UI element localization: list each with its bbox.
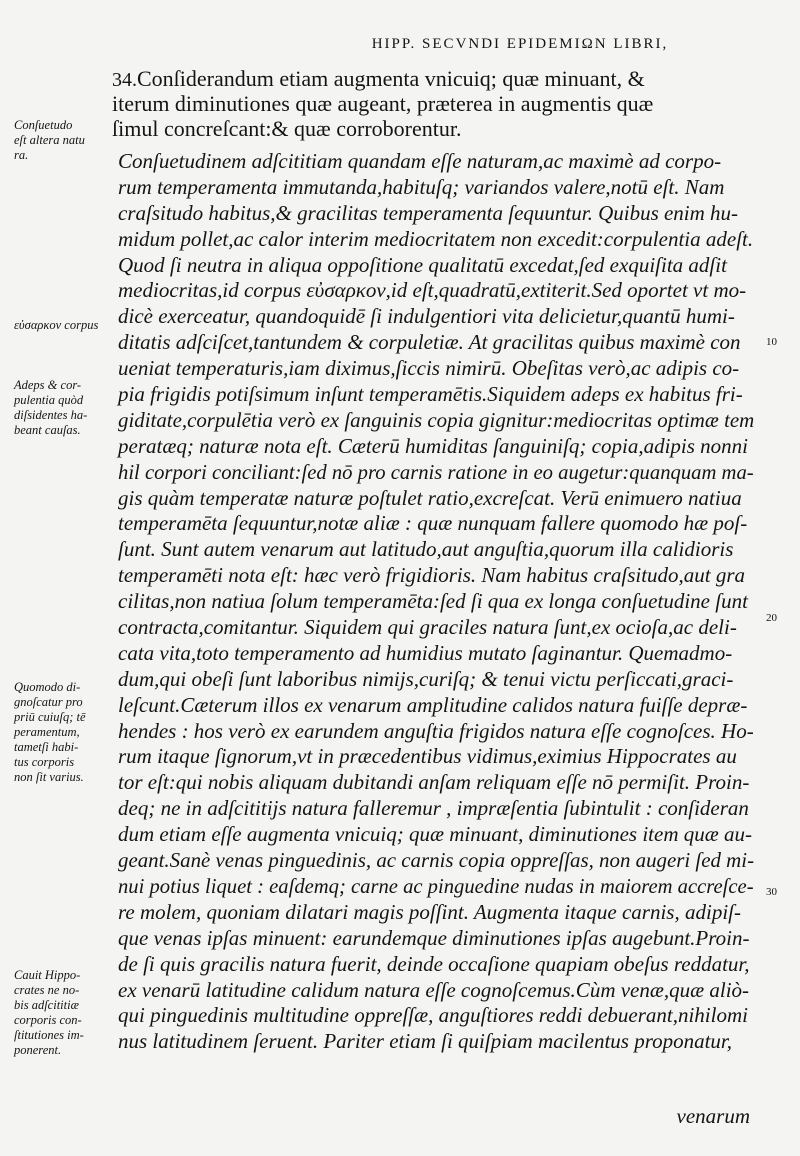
- commentary-line: hil corpori conciliant:ſed nō pro carnis ratione in eo augetur:quanquam ma-: [118, 459, 754, 484]
- commentary-line: ex venarū latitudine calidum natura eſſe cognoſcemus.Cùm venæ,quæ aliò-: [118, 977, 750, 1002]
- commentary-line: ueniat temperaturis,iam diximus,ſiccis nimirū. Obeſitas verò,ac adipis co-: [118, 356, 740, 381]
- commentary-line: peratæq; naturæ nota eſt. Cæterū humiditas ſanguiniſq; copia,adipis nonni: [118, 433, 749, 458]
- verse-line: 34.Conſiderandum etiam augmenta vnicuiq; quæ minuant, &: [112, 66, 645, 91]
- commentary-line: gis quàm temperatæ naturæ poſtulet ratio,excreſcat. Verū enimuero natiua: [118, 485, 742, 510]
- commentary-line: que venas ipſas minuent: earundemque diminutiones ipſas augebunt.Proin-: [118, 925, 750, 950]
- commentary-line: re molem, quoniam dilatari magis poſſint. Augmenta itaque carnis, adipiſ-: [118, 899, 741, 924]
- line-number: 10: [766, 336, 777, 348]
- commentary-line: Conſuetudinem adſcititiam quandam eſſe naturam,ac maximè ad corpo-: [118, 149, 722, 173]
- commentary-line: rum itaque ſignorum,vt in præcedentibus vidimus,eximius Hippocrates au: [118, 744, 737, 769]
- verse-line: ſimul concreſcant:& quæ corroborentur.: [112, 116, 462, 141]
- margin-note-consuetudo: Conſuetudo eſt altera natu ra.: [14, 118, 85, 162]
- commentary-line: contracta,comitantur. Siquidem qui graciles natura ſunt,ex ocioſa,ac deli-: [118, 615, 737, 640]
- commentary-line: Quod ſi neutra in aliqua oppoſitione qualitatū excedat,ſed exquiſita adſit: [118, 252, 727, 277]
- commentary-line: temperamēti nota eſt: hæc verò frigidioris. Nam habitus craſsitudo,aut gra: [118, 563, 746, 588]
- commentary-line: geant.Sanè venas pinguedinis, ac carnis copia oppreſſas, non augeri ſed mi-: [118, 848, 755, 873]
- commentary-line: dum,qui obeſi ſunt laboribus nimijs,curiſq; & tenui victu perſiccati,graci-: [118, 666, 734, 691]
- verse-number: 34.: [112, 69, 137, 91]
- commentary-line: temperamēta ſequuntur,notæ aliæ : quæ nunquam fallere quomodo hæ poſ-: [118, 511, 748, 536]
- commentary-line: giditate,corpulētia verò ex ſanguinis copia gignitur:mediocritas optimæ tem: [118, 407, 755, 432]
- margin-note-eusarkon: εὐσαρκον corpus: [14, 318, 99, 332]
- commentary-line: nui potius liquet : eaſdemq; carne ac pinguedine nudas in maiorem accreſce-: [118, 873, 754, 898]
- line-number: 30: [766, 886, 777, 898]
- commentary-text: [118, 149, 754, 1055]
- commentary-line: ditatis adſciſcet,tantundem & corpuletiæ. At gracilitas quibus maximè con: [118, 330, 741, 355]
- commentary-line: hendes : hos verò ex earundem anguſtia frigidos natura eſſe cognoſces. Ho-: [118, 718, 754, 743]
- commentary-line: qui pinguedinis multitudine oppreſſæ, anguſtiores reddi debuerant,nihilomi: [118, 1003, 748, 1028]
- commentary-line: dicè exerceatur, quandoquidē ſi indulgentiori vita delicietur,quantū humi-: [118, 304, 735, 329]
- commentary-line: dum etiam eſſe augmenta vnicuiq; quæ minuant, diminutiones item quæ au-: [118, 822, 752, 847]
- verse-line: iterum diminutiones quæ augeant, præterea in augmentis quæ: [112, 91, 654, 116]
- line-number: 20: [766, 612, 777, 624]
- commentary-line: leſcunt.Cæterum illos ex venarum amplitudine calidos natura fuiſſe depræ-: [118, 692, 748, 717]
- commentary-line: craſsitudo habitus,& gracilitas temperamenta ſequuntur. Quibus enim hu-: [118, 200, 739, 225]
- running-head: HIPP. SECVNDI EPIDEMIΩN LIBRI,: [371, 36, 669, 52]
- margin-note-cauit: Cauit Hippo- crates ne no- bis adſcititiæ corporis con- ſtitutiones im- ponerent.: [14, 968, 84, 1057]
- commentary-line: cilitas,non natiua ſolum temperamēta:ſed ſi qua ex longa conſuetudine ſunt: [118, 589, 748, 614]
- commentary-line: rum temperamenta immutanda,habituſq; variandos valere,notū eſt. Nam: [118, 174, 725, 199]
- margin-note-adeps: Adeps & cor- pulentia quòd diſsidentes ha- beant cauſas.: [14, 378, 88, 437]
- commentary-line: midum pollet,ac calor interim mediocritatem non excedit:corpulentia adeſt.: [118, 226, 754, 251]
- commentary-line: ſunt. Sunt autem venarum aut latitudo,aut anguſtia,quorum illa calidioris: [118, 537, 734, 562]
- commentary-line: de ſi quis gracilis natura fuerit, deinde occaſione quapiam obeſus reddatur,: [118, 951, 750, 976]
- hippocrates-verse: [112, 66, 752, 141]
- catchword: venarum: [676, 1104, 750, 1128]
- commentary-line: mediocritas,id corpus εὐσαρκον,id eſt,quadratū,extiterit.Sed oportet vt mo-: [118, 278, 747, 303]
- commentary-line: pia frigidis potiſsimum inſunt temperamētis.Siquidem adeps ex habitus fri-: [118, 382, 743, 407]
- commentary-line: cata vita,toto temperamento ad humidius mutato ſaginantur. Quemadmo-: [118, 640, 733, 665]
- commentary-line: nus latitudinem ſeruent. Pariter etiam ſi quiſpiam macilentus proponatur,: [118, 1029, 733, 1054]
- commentary-line: deq; ne in adſcititijs natura falleremur , impræſentia ſubintulit : conſideran: [118, 796, 749, 821]
- commentary-line: tor eſt:qui nobis aliquam dubitandi anſam reliquam eſſe nō permiſit. Proin-: [118, 770, 750, 795]
- margin-note-quomodo: Quomodo di- gnoſcatur pro priū cuiuſq; tē peramentum, tametſi habi- tus corporis non ſit varius.: [14, 680, 86, 784]
